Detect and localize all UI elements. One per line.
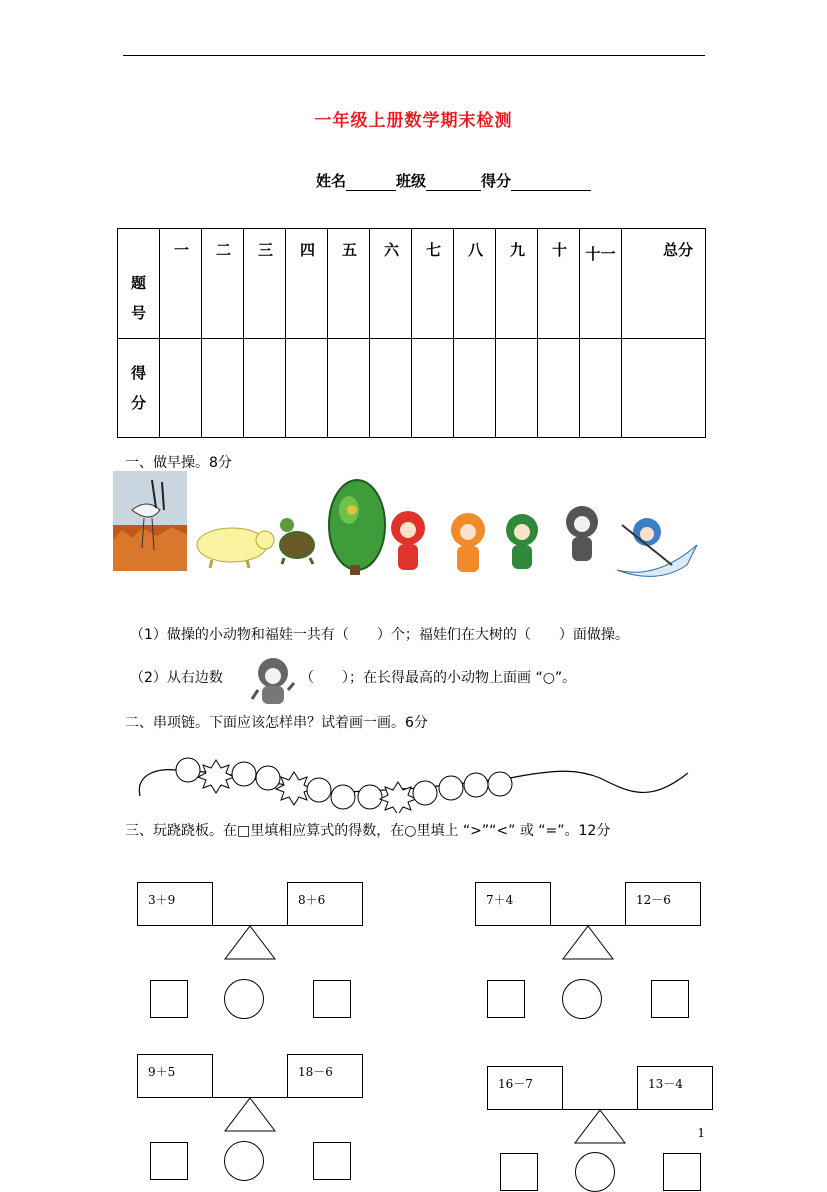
col-header: 十一 xyxy=(580,229,622,339)
bead-circle xyxy=(358,785,382,809)
seesaw-right-expression: 8＋6 xyxy=(287,882,363,926)
score-label: 得分 xyxy=(481,172,512,190)
col-header: 六 xyxy=(370,229,412,339)
bead-circle xyxy=(331,785,355,809)
col-header: 四 xyxy=(286,229,328,339)
col-header: 八 xyxy=(454,229,496,339)
header-rule xyxy=(123,55,705,56)
score-cell[interactable] xyxy=(244,339,286,438)
bead-circle xyxy=(307,778,331,802)
q1-sub2-prefix: （2）从右边数 xyxy=(130,670,223,686)
score-cell[interactable] xyxy=(412,339,454,438)
col-header: 九 xyxy=(496,229,538,339)
turtle-figure xyxy=(280,518,314,564)
score-cell[interactable] xyxy=(202,339,244,438)
name-label: 姓名 xyxy=(316,172,347,190)
compare-circle[interactable] xyxy=(224,979,264,1019)
row-label-score: 得 分 xyxy=(118,339,160,438)
boat-figure xyxy=(617,518,697,576)
class-blank[interactable] xyxy=(426,174,481,191)
student-info-line xyxy=(316,170,591,191)
col-header: 三 xyxy=(244,229,286,339)
bead-circle xyxy=(176,758,200,782)
col-header: 七 xyxy=(412,229,454,339)
q3-heading: 三、玩跷跷板。在□里填相应算式的得数，在○里填上 “>”“<” 或 “=”。12分 xyxy=(125,823,611,839)
answer-box[interactable] xyxy=(313,980,351,1018)
seesaw-fulcrum xyxy=(223,1097,277,1132)
score-cell-total[interactable] xyxy=(622,339,706,438)
fuwa-small-figure xyxy=(248,655,298,710)
exercise-illustration xyxy=(112,470,707,585)
q2-heading: 二、串项链。下面应该怎样串？试着画一画。6分 xyxy=(125,715,428,731)
seesaw-right-expression: 18－6 xyxy=(287,1054,363,1098)
seesaw-left-expression: 3＋9 xyxy=(137,882,213,926)
bead-circle xyxy=(413,781,437,805)
seesaw-right-expression: 13－4 xyxy=(637,1066,713,1110)
answer-box[interactable] xyxy=(487,980,525,1018)
name-blank[interactable] xyxy=(346,174,396,191)
col-header-total: 总分 xyxy=(622,229,706,339)
bead-star xyxy=(198,760,234,793)
page-title: 一年级上册数学期末检测 xyxy=(314,111,513,131)
compare-circle[interactable] xyxy=(562,979,602,1019)
bead-circle xyxy=(256,766,280,790)
compare-circle[interactable] xyxy=(575,1152,615,1192)
score-cell[interactable] xyxy=(454,339,496,438)
seesaw-fulcrum xyxy=(561,925,615,960)
score-table xyxy=(117,228,706,438)
seesaw-fulcrum xyxy=(223,925,277,960)
bead-star xyxy=(380,782,416,813)
score-blank[interactable] xyxy=(511,174,591,191)
answer-box[interactable] xyxy=(150,1142,188,1180)
score-cell[interactable] xyxy=(160,339,202,438)
crane-photo xyxy=(113,471,187,571)
score-cell[interactable] xyxy=(328,339,370,438)
col-header: 十 xyxy=(538,229,580,339)
q1-sub1: （1）做操的小动物和福娃一共有（ ）个；福娃们在大树的（ ）面做操。 xyxy=(130,627,629,643)
seesaw-left-expression: 16－7 xyxy=(487,1066,563,1110)
score-cell[interactable] xyxy=(370,339,412,438)
col-header: 五 xyxy=(328,229,370,339)
row-label-question: 题 号 xyxy=(118,229,160,339)
q1-heading: 一、做早操。8分 xyxy=(125,455,232,471)
score-cell[interactable] xyxy=(286,339,328,438)
col-header: 二 xyxy=(202,229,244,339)
answer-box[interactable] xyxy=(651,980,689,1018)
seesaw-left-expression: 9＋5 xyxy=(137,1054,213,1098)
seesaw-fulcrum xyxy=(573,1109,627,1144)
answer-box[interactable] xyxy=(313,1142,351,1180)
answer-box[interactable] xyxy=(150,980,188,1018)
q1-sub2-suffix: （ ）；在长得最高的小动物上面画 “○”。 xyxy=(300,670,577,686)
bead-circle xyxy=(488,772,512,796)
class-label: 班级 xyxy=(396,172,427,190)
answer-box[interactable] xyxy=(663,1153,701,1191)
fuwa-figures xyxy=(391,506,598,572)
bead-circle xyxy=(464,773,488,797)
seesaw-right-expression: 12－6 xyxy=(625,882,701,926)
tree-figure xyxy=(329,480,385,575)
necklace-pattern xyxy=(130,748,695,813)
score-cell[interactable] xyxy=(538,339,580,438)
answer-box[interactable] xyxy=(500,1153,538,1191)
score-cell[interactable] xyxy=(496,339,538,438)
page-number: 1 xyxy=(697,1126,705,1140)
seesaw-left-expression: 7＋4 xyxy=(475,882,551,926)
bead-circle xyxy=(439,776,463,800)
score-cell[interactable] xyxy=(580,339,622,438)
pig-figure xyxy=(197,528,274,568)
col-header: 一 xyxy=(160,229,202,339)
compare-circle[interactable] xyxy=(224,1141,264,1181)
bead-circle xyxy=(232,762,256,786)
